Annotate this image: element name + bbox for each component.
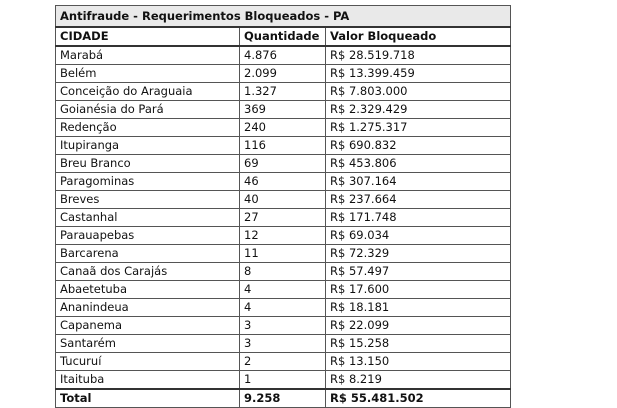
cell-quantidade: 2 — [240, 353, 326, 371]
table-row — [56, 155, 511, 173]
table-row — [56, 281, 511, 299]
cell-valor: R$ 13.150 — [326, 353, 511, 371]
cell-valor: R$ 18.181 — [326, 299, 511, 317]
cell-quantidade: 4 — [240, 281, 326, 299]
table-row — [56, 353, 511, 371]
cell-quantidade: 1 — [240, 371, 326, 390]
total-quantidade: 9.258 — [240, 389, 326, 408]
total-label: Total — [56, 389, 240, 408]
table-row — [56, 137, 511, 155]
cell-cidade: Itaituba — [56, 371, 240, 390]
cell-cidade: Conceição do Araguaia — [56, 83, 240, 101]
column-header-valor: Valor Bloqueado — [326, 27, 511, 46]
cell-cidade: Goianésia do Pará — [56, 101, 240, 119]
cell-cidade: Tucuruí — [56, 353, 240, 371]
cell-cidade: Canaã dos Carajás — [56, 263, 240, 281]
cell-quantidade: 46 — [240, 173, 326, 191]
table-header-row — [56, 27, 511, 46]
cell-cidade: Abaetetuba — [56, 281, 240, 299]
table-row — [56, 371, 511, 390]
total-valor: R$ 55.481.502 — [326, 389, 511, 408]
table-row — [56, 227, 511, 245]
table-row — [56, 317, 511, 335]
cell-valor: R$ 22.099 — [326, 317, 511, 335]
table-row — [56, 335, 511, 353]
cell-valor: R$ 2.329.429 — [326, 101, 511, 119]
cell-valor: R$ 17.600 — [326, 281, 511, 299]
cell-quantidade: 12 — [240, 227, 326, 245]
cell-quantidade: 27 — [240, 209, 326, 227]
cell-cidade: Ananindeua — [56, 299, 240, 317]
table-body — [56, 46, 511, 389]
column-header-cidade: CIDADE — [56, 27, 240, 46]
table-row — [56, 65, 511, 83]
cell-quantidade: 240 — [240, 119, 326, 137]
table-row — [56, 299, 511, 317]
cell-quantidade: 369 — [240, 101, 326, 119]
column-header-quantidade: Quantidade — [240, 27, 326, 46]
cell-valor: R$ 171.748 — [326, 209, 511, 227]
table-row — [56, 245, 511, 263]
cell-cidade: Breves — [56, 191, 240, 209]
total-row — [56, 389, 511, 408]
blocked-requests-table — [55, 5, 511, 408]
table-title-row — [56, 6, 511, 28]
cell-valor: R$ 7.803.000 — [326, 83, 511, 101]
cell-valor: R$ 57.497 — [326, 263, 511, 281]
cell-cidade: Breu Branco — [56, 155, 240, 173]
cell-valor: R$ 28.519.718 — [326, 46, 511, 65]
cell-valor: R$ 15.258 — [326, 335, 511, 353]
cell-valor: R$ 72.329 — [326, 245, 511, 263]
table-container — [55, 5, 510, 408]
cell-valor: R$ 690.832 — [326, 137, 511, 155]
table-row — [56, 263, 511, 281]
cell-cidade: Capanema — [56, 317, 240, 335]
cell-cidade: Castanhal — [56, 209, 240, 227]
cell-quantidade: 1.327 — [240, 83, 326, 101]
table-row — [56, 46, 511, 65]
cell-valor: R$ 13.399.459 — [326, 65, 511, 83]
table-row — [56, 119, 511, 137]
cell-cidade: Barcarena — [56, 245, 240, 263]
cell-cidade: Parauapebas — [56, 227, 240, 245]
cell-valor: R$ 1.275.317 — [326, 119, 511, 137]
table-row — [56, 101, 511, 119]
cell-quantidade: 69 — [240, 155, 326, 173]
cell-cidade: Belém — [56, 65, 240, 83]
cell-valor: R$ 8.219 — [326, 371, 511, 390]
cell-cidade: Redenção — [56, 119, 240, 137]
table-row — [56, 83, 511, 101]
cell-cidade: Paragominas — [56, 173, 240, 191]
cell-valor: R$ 307.164 — [326, 173, 511, 191]
cell-quantidade: 11 — [240, 245, 326, 263]
table-row — [56, 191, 511, 209]
cell-quantidade: 4.876 — [240, 46, 326, 65]
cell-quantidade: 2.099 — [240, 65, 326, 83]
cell-quantidade: 40 — [240, 191, 326, 209]
cell-quantidade: 8 — [240, 263, 326, 281]
table-row — [56, 173, 511, 191]
cell-cidade: Marabá — [56, 46, 240, 65]
cell-cidade: Itupiranga — [56, 137, 240, 155]
table-title: Antifraude - Requerimentos Bloqueados - PA — [56, 6, 511, 28]
cell-valor: R$ 453.806 — [326, 155, 511, 173]
cell-valor: R$ 69.034 — [326, 227, 511, 245]
cell-valor: R$ 237.664 — [326, 191, 511, 209]
cell-cidade: Santarém — [56, 335, 240, 353]
cell-quantidade: 4 — [240, 299, 326, 317]
cell-quantidade: 3 — [240, 335, 326, 353]
cell-quantidade: 116 — [240, 137, 326, 155]
cell-quantidade: 3 — [240, 317, 326, 335]
table-row — [56, 209, 511, 227]
